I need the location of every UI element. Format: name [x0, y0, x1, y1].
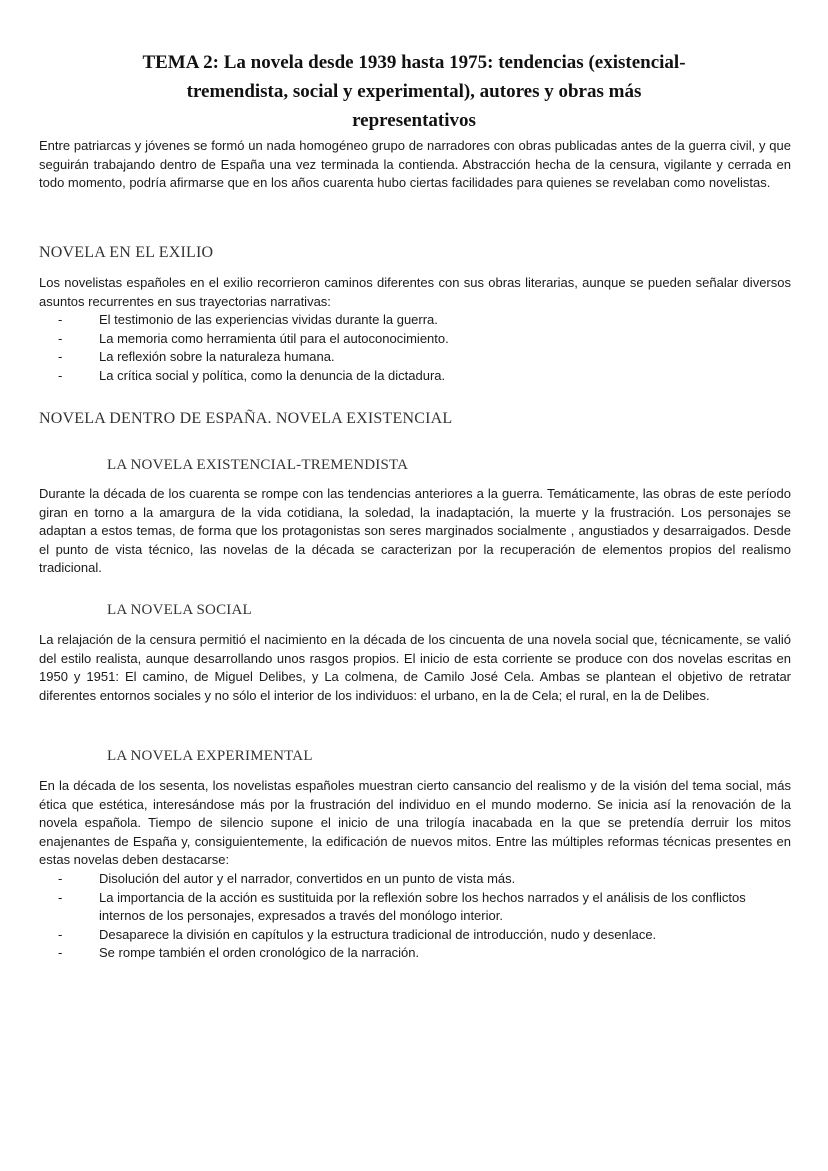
list-item	[58, 348, 791, 367]
social-paragraph: La relajación de la censura permitió el nacimiento en la década de los cincuenta de una novela social que, técnicamente, se valió del estilo realista, aunque desarrollando unos rasgos propios. El inicio de esta corriente se produce con dos novelas escritas en 1950 y 1951: El camino, de Miguel Delibes, y La colmena, de Camilo José Cela. Ambas se plantean el objetivo de retratar diferentes entornos sociales y no sólo el interior de los individuos: el urbano, en la de Cela; el rural, en la de Delibes.	[39, 632, 791, 703]
bullet-dash: -	[58, 889, 63, 905]
list-item-text: Se rompe también el orden cronológico de la narración.	[99, 945, 420, 960]
bullet-dash: -	[58, 926, 63, 942]
title-line-3: representativos	[352, 110, 476, 131]
list-item	[58, 926, 791, 945]
list-item-text: Disolución del autor y el narrador, convertidos en un punto de vista más.	[99, 871, 516, 886]
existential-paragraph: Durante la década de los cuarenta se rompe con las tendencias anteriores a la guerra. Temáticamente, las obras de este período giran en torno a la amargura de la vida cotidiana, la soledad, la inadaptación, la muerte y la frustración. Los personajes se adaptan a estos temas, de forma que los protagonistas son seres marginados socialmente , angustiados y desarraigados. Desde el punto de vista técnico, las novelas de la década se caracterizan por la recuperación de elementos propios del realismo tradicional.	[39, 486, 791, 575]
title-line-2: tremendista, social y experimental), autores y obras más	[186, 81, 642, 102]
exile-list	[58, 311, 791, 385]
list-item-text: El testimonio de las experiencias vividas durante la guerra.	[99, 312, 438, 327]
intro-paragraph: Entre patriarcas y jóvenes se formó un nada homogéneo grupo de narradores con obras publicadas antes de la guerra civil, y que seguirán trabajando dentro de España una vez terminada la contienda. Abstracción hecha de la censura, vigilante y cerrada en todo momento, podría afirmarse que en los años cuarenta hubo ciertas facilidades para quienes se revelaban como novelistas.	[39, 138, 791, 190]
list-item-text: Desaparece la división en capítulos y la estructura tradicional de introducción, nudo y desenlace.	[99, 926, 657, 942]
bullet-dash: -	[58, 367, 63, 383]
bullet-dash: -	[58, 312, 63, 327]
social-heading: LA NOVELA SOCIAL	[107, 602, 252, 618]
experimental-heading: LA NOVELA EXPERIMENTAL	[107, 748, 313, 764]
exile-paragraph: Los novelistas españoles en el exilio recorrieron caminos diferentes con sus obras literarias, aunque se pueden señalar diversos asuntos recurrentes en sus trayectorias narrativas:	[39, 275, 791, 309]
bullet-dash: -	[58, 945, 63, 960]
list-item-text: La crítica social y política, como la denuncia de la dictadura.	[99, 367, 446, 383]
list-item	[58, 870, 791, 889]
existential-heading: LA NOVELA EXISTENCIAL-TREMENDISTA	[107, 457, 409, 473]
list-item	[58, 330, 791, 349]
list-item-text: La importancia de la acción es sustituida por la reflexión sobre los hechos narrados y el análisis de los conflictos internos de los personajes, expresados a través del monólogo interior.	[99, 889, 746, 923]
list-item-text: La reflexión sobre la naturaleza humana.	[99, 349, 335, 364]
bullet-dash: -	[58, 330, 63, 346]
experimental-list	[58, 870, 791, 963]
page-title	[60, 48, 768, 135]
exile-heading: NOVELA EN EL EXILIO	[39, 244, 214, 261]
list-item	[58, 889, 791, 926]
spain-heading: NOVELA DENTRO DE ESPAÑA. NOVELA EXISTENCIAL	[39, 410, 453, 427]
bullet-dash: -	[58, 349, 63, 364]
bullet-dash: -	[58, 871, 63, 886]
list-item	[58, 944, 791, 963]
list-item	[58, 311, 791, 330]
experimental-paragraph: En la década de los sesenta, los novelistas españoles muestran cierto cansancio del realismo y de la visión del tema social, más ética que estética, interesándose más por la frustración del individuo en el mundo moderno. Se inicia así la renovación de la novela española. Tiempo de silencio supone el inicio de una trilogía inacabada en la que se pretendía derruir los mitos enajenantes de España y, consiguientemente, la edificación de nuevos mitos. Entre las múltiples reformas técnicas presentes en estas novelas deben destacarse:	[39, 778, 791, 867]
title-line-1: TEMA 2: La novela desde 1939 hasta 1975: tendencias (existencial-	[142, 52, 686, 73]
list-item-text: La memoria como herramienta útil para el autoconocimiento.	[99, 330, 449, 346]
list-item	[58, 367, 791, 386]
